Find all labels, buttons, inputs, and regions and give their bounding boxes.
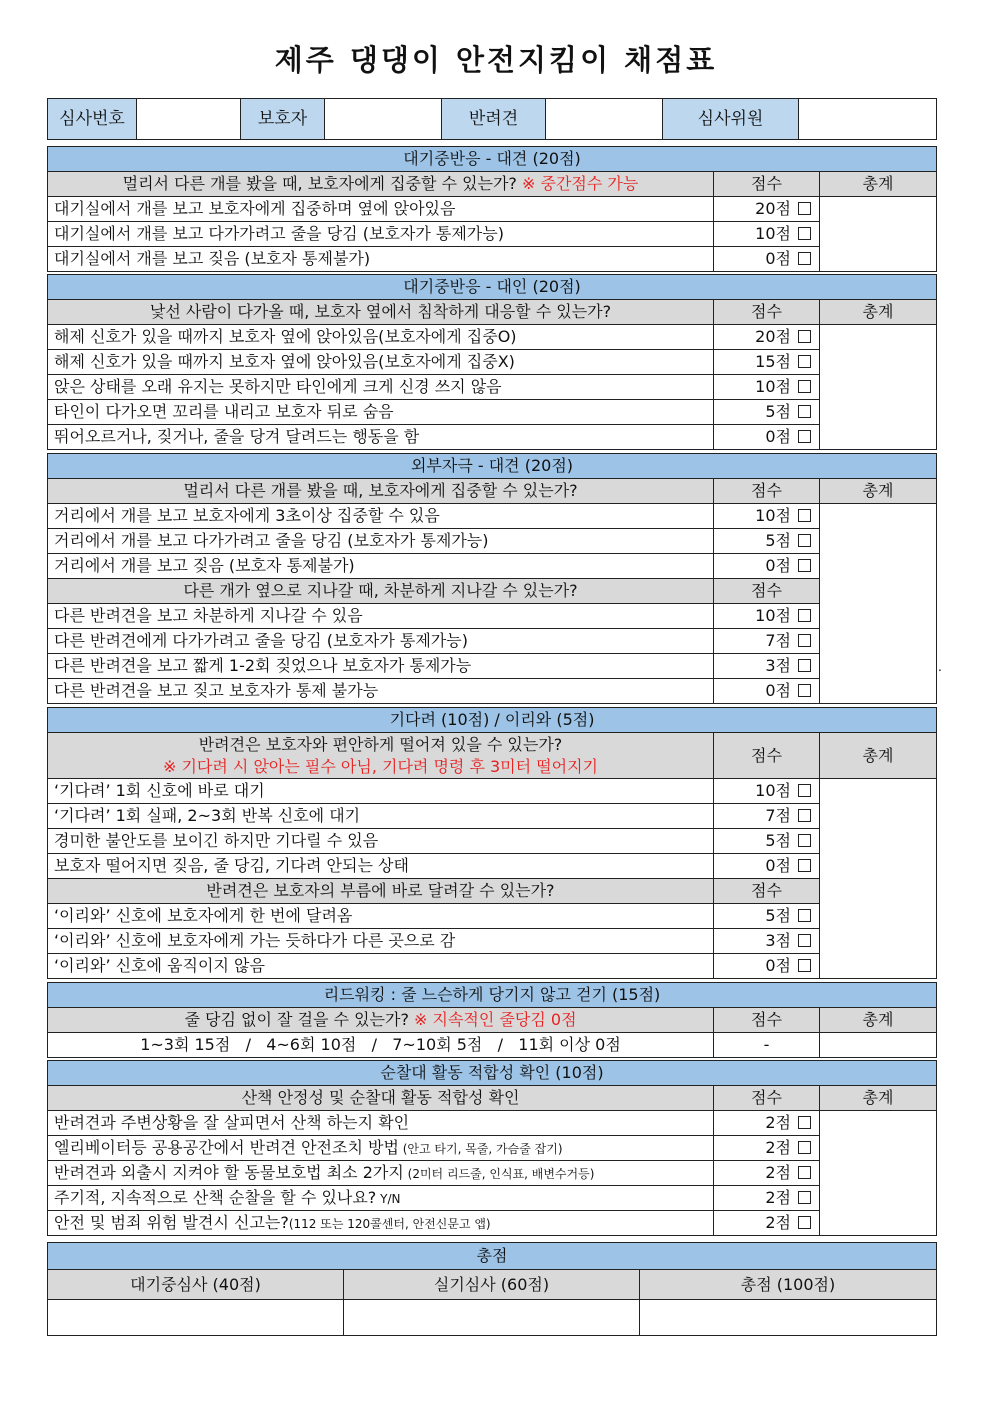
checkbox[interactable] — [798, 784, 811, 797]
section-header: 외부자극 - 대견 (20점) — [48, 454, 937, 479]
question-text: 낯선 사람이 다가올 때, 보호자 옆에서 침착하게 대응할 수 있는가? — [48, 300, 714, 325]
question-text: 멀리서 다른 개를 봤을 때, 보호자에게 집중할 수 있는가? — [122, 174, 517, 194]
score-header: 점수 — [714, 579, 820, 604]
score-header: 점수 — [714, 733, 820, 779]
practical-exam-label: 실기심사 (60점) — [344, 1270, 640, 1300]
score-option[interactable]: 2점 — [714, 1211, 820, 1236]
checkbox[interactable] — [798, 809, 811, 822]
checkbox[interactable] — [798, 659, 811, 672]
criterion-text: ‘이리와’ 신호에 움직이지 않음 — [48, 954, 714, 979]
checkbox[interactable] — [798, 684, 811, 697]
checkbox[interactable] — [798, 1216, 811, 1229]
criterion-text: 타인이 다가오면 꼬리를 내리고 보호자 뒤로 숨음 — [48, 400, 714, 425]
dog-field[interactable] — [546, 99, 663, 140]
question-text: 줄 당김 없이 잘 걸을 수 있는가? — [184, 1010, 409, 1030]
score-option[interactable]: 0점 — [714, 954, 820, 979]
info-table — [47, 98, 937, 140]
criterion-text: 경미한 불안도를 보이긴 하지만 기다릴 수 있음 — [48, 829, 714, 854]
criterion-text: 앉은 상태를 오래 유지는 못하지만 타인에게 크게 신경 쓰지 않음 — [48, 375, 714, 400]
section-patrol-fit — [47, 1060, 937, 1236]
score-header: 점수 — [714, 479, 820, 504]
total-cell[interactable] — [820, 325, 937, 450]
total-score-label: 총점 (100점) — [640, 1270, 937, 1300]
score-option[interactable]: 20점 — [714, 325, 820, 350]
score-option[interactable]: 10점 — [714, 604, 820, 629]
criterion-text: 해제 신호가 있을 때까지 보호자 옆에 앉아있음(보호자에게 집중X) — [48, 350, 714, 375]
note-text: ※ 중간점수 가능 — [522, 174, 639, 194]
checkbox[interactable] — [798, 559, 811, 572]
checkbox[interactable] — [798, 330, 811, 343]
judge-label: 심사위원 — [663, 99, 799, 140]
total-header: 총계 — [820, 733, 937, 779]
checkbox[interactable] — [798, 355, 811, 368]
checkbox[interactable] — [798, 405, 811, 418]
section-lead-walking — [47, 982, 937, 1058]
total-header: 총계 — [820, 172, 937, 197]
criterion-text: 엘리베이터등 공용공간에서 반려견 안전조치 방법 (안고 타기, 목줄, 가슴줄 잡기) — [48, 1136, 714, 1161]
score-option[interactable]: 3점 — [714, 654, 820, 679]
score-option[interactable]: 0점 — [714, 679, 820, 704]
criterion-text: 대기실에서 개를 보고 보호자에게 집중하며 옆에 앉아있음 — [48, 197, 714, 222]
checkbox[interactable] — [798, 1191, 811, 1204]
criterion-text: 다른 반려견을 보고 짧게 1-2회 짖었으나 보호자가 통제가능 — [48, 654, 714, 679]
criterion-text: ‘이리와’ 신호에 보호자에게 한 번에 달려옴 — [48, 904, 714, 929]
score-option[interactable]: 10점 — [714, 375, 820, 400]
score-option[interactable]: 15점 — [714, 350, 820, 375]
score-option[interactable]: 5점 — [714, 529, 820, 554]
exam-no-field[interactable] — [137, 99, 241, 140]
stray-mark: . — [938, 660, 942, 674]
section-waiting-person — [47, 274, 937, 450]
question-row — [48, 172, 714, 197]
judge-field[interactable] — [799, 99, 937, 140]
section-header: 대기중반응 - 대인 (20점) — [48, 275, 937, 300]
score-option[interactable]: 0점 — [714, 554, 820, 579]
criterion-text: 다른 반려견을 보고 짖고 보호자가 통제 불가능 — [48, 679, 714, 704]
practical-exam-field[interactable] — [344, 1300, 640, 1336]
score-option[interactable]: 5점 — [714, 400, 820, 425]
summary-header: 총점 — [48, 1243, 937, 1270]
checkbox[interactable] — [798, 252, 811, 265]
score-option[interactable]: 7점 — [714, 804, 820, 829]
score-option[interactable]: 0점 — [714, 854, 820, 879]
page-title: 제주 댕댕이 안전지킴이 채점표 — [274, 43, 718, 77]
question-text: 반려견은 보호자의 부름에 바로 달려갈 수 있는가? — [48, 879, 714, 904]
total-header: 총계 — [820, 1086, 937, 1111]
checkbox[interactable] — [798, 1141, 811, 1154]
section-header: 기다려 (10점) / 이리와 (5점) — [48, 708, 937, 733]
checkbox[interactable] — [798, 859, 811, 872]
criterion-text: ‘기다려’ 1회 신호에 바로 대기 — [48, 779, 714, 804]
section-header: 리드워킹 : 줄 느슨하게 당기지 않고 걷기 (15점) — [48, 983, 937, 1008]
score-option[interactable]: 5점 — [714, 904, 820, 929]
checkbox[interactable] — [798, 609, 811, 622]
score-option[interactable]: 2점 — [714, 1136, 820, 1161]
checkbox[interactable] — [798, 227, 811, 240]
checkbox[interactable] — [798, 959, 811, 972]
question-row — [48, 1008, 714, 1033]
criterion-text: 다른 반려견에게 다가가려고 줄을 당김 (보호자가 통제가능) — [48, 629, 714, 654]
waiting-exam-label: 대기중심사 (40점) — [48, 1270, 344, 1300]
total-cell[interactable] — [820, 197, 937, 272]
checkbox[interactable] — [798, 202, 811, 215]
scoring-scale: 1~3회 15점 / 4~6회 10점 / 7~10회 5점 / 11회 이상 0점 — [48, 1033, 714, 1058]
checkbox[interactable] — [798, 380, 811, 393]
question-text: 멀리서 다른 개를 봤을 때, 보호자에게 집중할 수 있는가? — [48, 479, 714, 504]
checkbox[interactable] — [798, 430, 811, 443]
criterion-text: 반려견과 외출시 지켜야 할 동물보호법 최소 2가지 (2미터 리드줄, 인식표, 배변수거등) — [48, 1161, 714, 1186]
score-option[interactable]: 2점 — [714, 1186, 820, 1211]
total-score-field[interactable] — [640, 1300, 937, 1336]
waiting-exam-field[interactable] — [48, 1300, 344, 1336]
total-cell[interactable] — [820, 1033, 937, 1058]
criterion-text: 주기적, 지속적으로 산책 순찰을 할 수 있나요? Y/N — [48, 1186, 714, 1211]
score-option[interactable]: 0점 — [714, 247, 820, 272]
total-header: 총계 — [820, 479, 937, 504]
score-option[interactable]: 0점 — [714, 425, 820, 450]
checkbox[interactable] — [798, 909, 811, 922]
checkbox[interactable] — [798, 834, 811, 847]
checkbox[interactable] — [798, 1166, 811, 1179]
score-option[interactable]: 7점 — [714, 629, 820, 654]
criterion-text: 다른 반려견을 보고 차분하게 지나갈 수 있음 — [48, 604, 714, 629]
total-header: 총계 — [820, 300, 937, 325]
score-option[interactable]: 10점 — [714, 222, 820, 247]
question-text: 반려견은 보호자와 편안하게 떨어져 있을 수 있는가? — [198, 734, 563, 754]
criterion-text: 대기실에서 개를 보고 짖음 (보호자 통제불가) — [48, 247, 714, 272]
criterion-text: 거리에서 개를 보고 보호자에게 3초이상 집중할 수 있음 — [48, 504, 714, 529]
question-row — [48, 733, 714, 779]
question-text: 다른 개가 옆으로 지나갈 때, 차분하게 지나갈 수 있는가? — [48, 579, 714, 604]
total-cell[interactable] — [820, 1111, 937, 1236]
section-header: 순찰대 활동 적합성 확인 (10점) — [48, 1061, 937, 1086]
score-option[interactable]: 20점 — [714, 197, 820, 222]
exam-no-label: 심사번호 — [48, 99, 137, 140]
score-header: 점수 — [714, 1086, 820, 1111]
checkbox[interactable] — [798, 509, 811, 522]
question-text: 산책 안정성 및 순찰대 활동 적합성 확인 — [48, 1086, 714, 1111]
section-header: 대기중반응 - 대견 (20점) — [48, 147, 937, 172]
guardian-label: 보호자 — [241, 99, 325, 140]
criterion-text: 안전 및 범죄 위험 발견시 신고는?(112 또는 120콜센터, 안전신문고 앱) — [48, 1211, 714, 1236]
checkbox[interactable] — [798, 934, 811, 947]
criterion-text: 보호자 떨어지면 짖음, 줄 당김, 기다려 안되는 상태 — [48, 854, 714, 879]
criterion-text: 거리에서 개를 보고 짖음 (보호자 통제불가) — [48, 554, 714, 579]
criterion-text: 대기실에서 개를 보고 다가가려고 줄을 당김 (보호자가 통제가능) — [48, 222, 714, 247]
guardian-field[interactable] — [325, 99, 442, 140]
criterion-text: 반려견과 주변상황을 잘 살피면서 산책 하는지 확인 — [48, 1111, 714, 1136]
criterion-text: 해제 신호가 있을 때까지 보호자 옆에 앉아있음(보호자에게 집중O) — [48, 325, 714, 350]
score-header: 점수 — [714, 879, 820, 904]
score-option[interactable]: 3점 — [714, 929, 820, 954]
score-header: 점수 — [714, 172, 820, 197]
section-wait-come — [47, 707, 937, 979]
criterion-text: ‘기다려’ 1회 실패, 2~3회 반복 신호에 대기 — [48, 804, 714, 829]
score-option[interactable]: 5점 — [714, 829, 820, 854]
checkbox[interactable] — [798, 534, 811, 547]
dog-label: 반려견 — [442, 99, 546, 140]
section-waiting-dog — [47, 146, 937, 272]
score-option[interactable]: 10점 — [714, 504, 820, 529]
total-cell[interactable] — [820, 779, 937, 979]
score-header: 점수 — [714, 1008, 820, 1033]
score-dash: - — [714, 1033, 820, 1058]
checkbox[interactable] — [798, 634, 811, 647]
section-external-dog — [47, 453, 937, 704]
score-option[interactable]: 2점 — [714, 1111, 820, 1136]
score-option[interactable]: 10점 — [714, 779, 820, 804]
score-header: 점수 — [714, 300, 820, 325]
criterion-text: 거리에서 개를 보고 다가가려고 줄을 당김 (보호자가 통제가능) — [48, 529, 714, 554]
summary-table — [47, 1242, 937, 1336]
checkbox[interactable] — [798, 1116, 811, 1129]
note-text: ※ 기다려 시 앉아는 필수 아님, 기다려 명령 후 3미터 떨어지기 — [162, 756, 599, 776]
total-header: 총계 — [820, 1008, 937, 1033]
score-option[interactable]: 2점 — [714, 1161, 820, 1186]
criterion-text: ‘이리와’ 신호에 보호자에게 가는 듯하다가 다른 곳으로 감 — [48, 929, 714, 954]
total-cell[interactable] — [820, 504, 937, 704]
note-text: ※ 지속적인 줄당김 0점 — [414, 1010, 577, 1030]
criterion-text: 뛰어오르거나, 짖거나, 줄을 당겨 달려드는 행동을 함 — [48, 425, 714, 450]
